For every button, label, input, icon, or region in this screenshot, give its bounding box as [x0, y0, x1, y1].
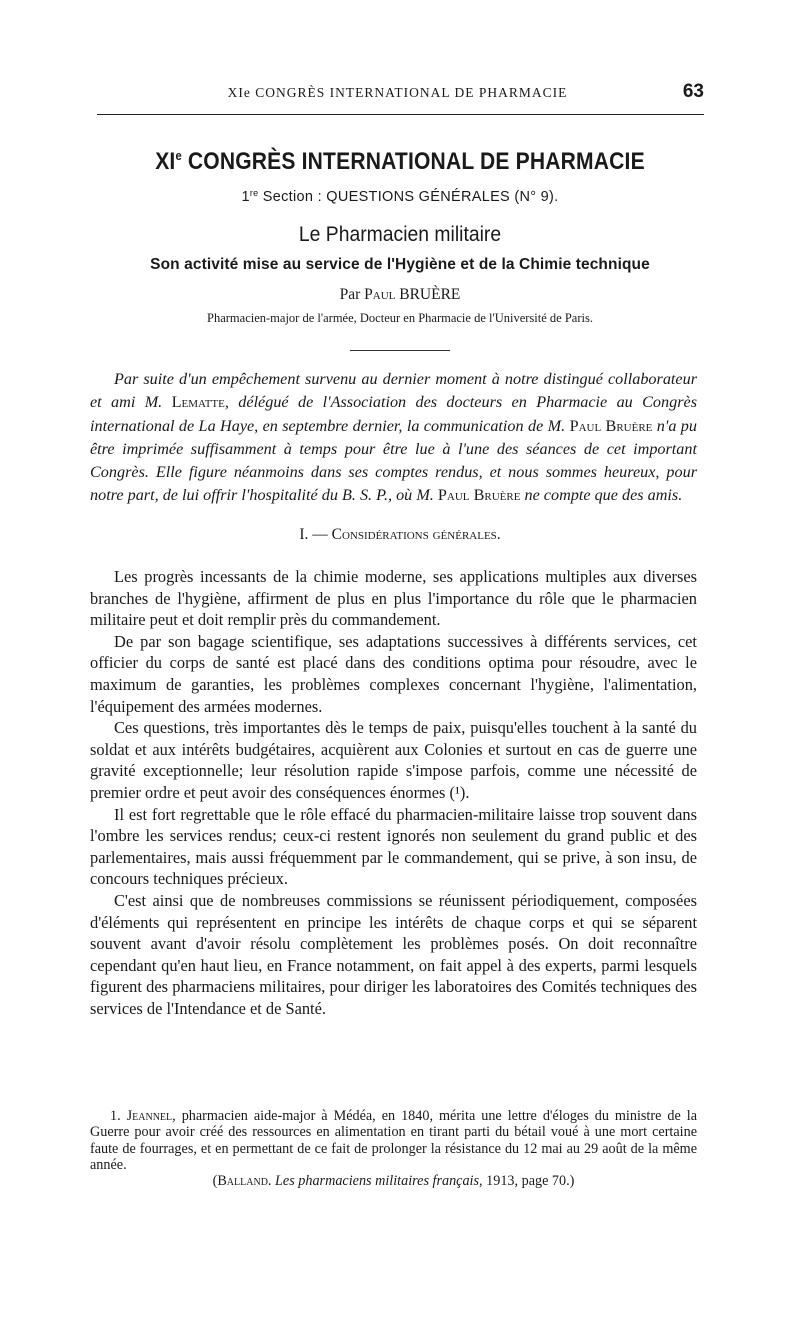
paragraph: Les progrès incessants de la chimie moderne, ses applications multiples aux diverses branches de l'hygiène, affirment de plus en plus l'importance du rôle que le pharmacien militaire peut et doit remplir près du commandement.: [90, 567, 697, 630]
byline: [90, 286, 710, 304]
editorial-note: [90, 368, 697, 508]
article-title: Le Pharmacien militaire: [298, 222, 502, 246]
source-author: Balland: [217, 1173, 268, 1189]
intro-text-1: Par suite d'un empêchement survenu au dernier moment à notre distingué collaborateur et ami M.: [90, 370, 697, 412]
intro-name-1: Lematte: [171, 393, 225, 412]
byline-prefix: Par: [339, 286, 365, 303]
header-rule: [97, 114, 704, 115]
title-rest: CONGRÈS INTERNATIONAL DE PHARMACIE: [181, 148, 645, 175]
article-subtitle: Son activité mise au service de l'Hygiène et de la Chimie technique: [150, 256, 650, 273]
source-sep: .: [267, 1173, 276, 1189]
footnote-name: Jeannel: [126, 1108, 173, 1124]
author-last-name: BRUÈRE: [395, 286, 461, 303]
section-ordinal: 1: [241, 189, 250, 205]
section-line: [90, 188, 710, 205]
footnote-source: [90, 1173, 697, 1190]
intro-text-4: ne compte que des amis.: [520, 486, 683, 505]
page-number: 63: [682, 81, 704, 102]
footnote: [90, 1108, 697, 1174]
intro-text-2: , délégué de l'Association des docteurs en Pharmacie au Congrès international de La Haye, en septembre dernier, la communication de M.: [90, 393, 697, 435]
paragraph: C'est ainsi que de nombreuses commissions se réunissent périodiquement, composées d'éléments qui représentent en principe les intérêts de chaque corps et qui se séparent souvent avant d'avoir résolu complètement les problèmes posés. On doit reconnaître cependant qu'en haut lieu, en France notamment, on fait appel à des experts, parmi lesquels figurent des pharmaciens militaires, pour diriger les laboratoires des Comités techniques des services de l'Intendance et de Santé.: [90, 890, 697, 1018]
section-ordinal-sup: re: [249, 188, 259, 198]
paragraph: Ces questions, très importantes dès le temps de paix, puisqu'elles touchent à la santé du soldat et aux intérêts budgétaires, acquièrent aux Colonies et surtout en cas de guerre une gravité exceptionnelle; leur résolution rapide s'impose parfois, comme une nécessité de premier ordre et peut avoir des conséquences énormes (¹).: [90, 718, 697, 802]
section-heading-numeral: I. —: [299, 526, 332, 543]
body-text: [90, 566, 697, 1019]
intro-name-2: Paul Bruère: [569, 416, 653, 435]
title-numeral-sup: e: [175, 148, 182, 163]
source-title: Les pharmaciens militaires français: [275, 1173, 480, 1189]
section-text: Section : QUESTIONS GÉNÉRALES (N° 9).: [258, 189, 559, 205]
section-heading: [90, 526, 710, 544]
paragraph: De par son bagage scientifique, ses adaptations successives à différents services, cet officier du corps de santé est placé dans des conditions optima pour résoudre, avec le maximum de garanties, les problèmes complexes concernant l'hygiène, l'alimentation, l'équipement des armées modernes.: [90, 631, 697, 716]
intro-name-3: Paul Bruère: [437, 486, 521, 505]
source-open: (: [212, 1173, 218, 1189]
footnote-marker: 1.: [110, 1108, 127, 1124]
source-rest: , 1913, page 70.): [479, 1173, 575, 1189]
section-heading-title: Considérations générales.: [331, 526, 501, 543]
congress-title: [133, 148, 666, 176]
paragraph: Il est fort regrettable que le rôle effacé du pharmacien-militaire laisse trop souvent dans l'ombre les services rendus; ceux-ci restent ignorés non seulement du grand public et des parlementaires, mais aussi fréquemment par le commandement, qui se prive, à son insu, de concours techniques précieux.: [90, 804, 697, 889]
running-head: [95, 81, 704, 104]
separator-rule: [350, 350, 450, 351]
author-first-name: Paul: [364, 286, 396, 303]
footnote-text: , pharmacien aide-major à Médéa, en 1840, mérita une lettre d'éloges du ministre de la Guerre pour avoir créé des ressources en alimentation en tirant parti du bétail voué à une mort certaine faute de fourrages, et en permettant de ce fait de prolonger la résistance du 12 mai au 29 août de la même année.: [90, 1108, 698, 1174]
title-numeral: XI: [155, 148, 176, 175]
running-head-title: XIe CONGRÈS INTERNATIONAL DE PHARMACIE: [227, 85, 568, 100]
author-affiliation: Pharmacien-major de l'armée, Docteur en Pharmacie de l'Université de Paris.: [207, 311, 593, 325]
intro-text-3: n'a pu être imprimée suffisamment à temps pour être lue à l'une des séances de cet important Congrès. Elle figure néanmoins dans ses comptes rendus, et nous sommes heureux, pour notre part, de lui offrir l'hospitalité du B. S. P., où M.: [90, 416, 697, 505]
